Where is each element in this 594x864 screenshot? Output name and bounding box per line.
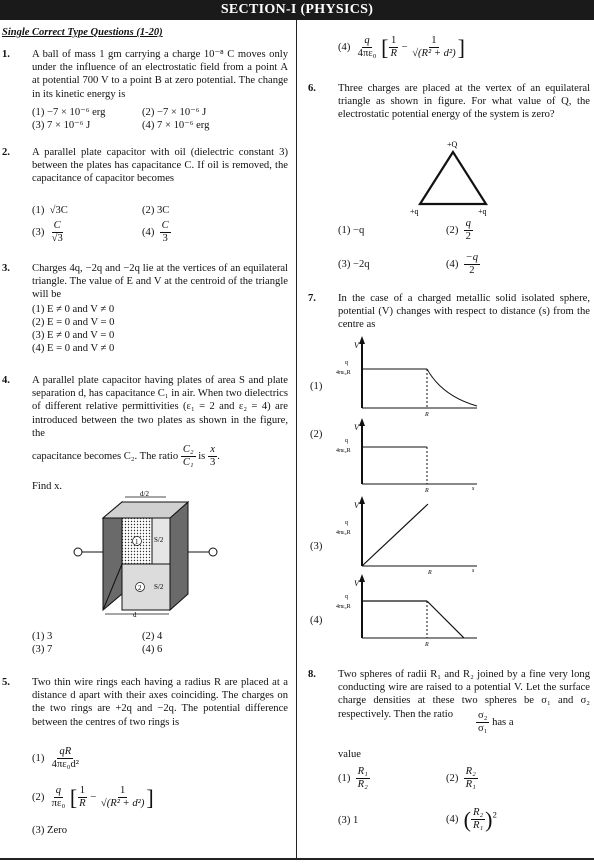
column-divider [296, 20, 297, 858]
value-word: value [338, 749, 361, 760]
option-1: (1) $\frac{\text{R₁}}{\text{R₂}}$ [338, 766, 368, 791]
question-text: A parallel plate capacitor having plates of area S and plate separation d, has capacitance C₁ in air. When two dielectrics of different relative permittivities (ε₁ = 2 and ε₂ = 4) are introduced between the two plates as shown in the figure, the [32, 375, 288, 439]
option-4: (4) $\frac{C}{3}$ [142, 220, 169, 245]
label-eps2: 2 [138, 584, 142, 592]
option-1: (1) −7 × 10⁻⁶ erg [32, 107, 106, 118]
section-subtitle: Single Correct Type Questions (1-20) [2, 27, 163, 38]
question-text: Two thin wire rings each having a radius R are placed at a distance d apart with their axes coinciding. The charges on the two rings are +2q and −2q. The potential difference between the centres of two rings is [32, 677, 288, 728]
option-2: (2) $\frac{q}{\text{πε₀}}$ [ $\frac{1}{R}$ − $\frac{1}{\text{√(R² + d²)}}$ ] [32, 785, 154, 810]
option-4: (4) $\frac{-q}{2}$ [446, 252, 479, 277]
option-3: (3) [310, 541, 323, 552]
question-number: 3. [2, 263, 10, 274]
option-1: (1) −q [338, 225, 365, 236]
svg-text:4πε₀R: 4πε₀R [336, 448, 351, 454]
ratio-line: capacitance becomes C₂. The ratio $\frac{\text{C₂}}{\text{C₁}}$ is $\frac{x}{3}$ . [32, 444, 220, 469]
option-4: (4) [310, 615, 323, 626]
option-3: (3) 7 [32, 644, 53, 655]
graph-option-3 [332, 496, 482, 576]
question-number: 1. [2, 49, 10, 60]
question-text: A ball of mass 1 gm carrying a charge 10⁻⁸ C moves only under the influence of an electrostatic field from a point A at potential 700 V to a point B at zero potential. The change in its kinetic energy is [32, 49, 288, 100]
bottom-rule [0, 858, 594, 860]
question-text: Charges 4q, −2q and −2q lie at the vertices of an equilateral triangle. The value of E and V at the centroid of the triangle will be [32, 263, 288, 301]
option-4: (4) E = 0 and V ≠ 0 [32, 343, 115, 354]
svg-text:R: R [425, 642, 429, 648]
question-number: 4. [2, 375, 10, 386]
option-4: (4) 7 × 10⁻⁶ erg [142, 120, 210, 131]
option-2: (2) E = 0 and V = 0 [32, 317, 115, 328]
option-2: (2) −7 × 10⁻⁶ J [142, 107, 207, 118]
svg-text:V: V [354, 501, 359, 510]
label-s-half-top: S/2 [154, 536, 164, 544]
svg-text:s: s [472, 568, 475, 574]
option-1: (1) √3C [32, 205, 68, 216]
svg-text:4πε₀R: 4πε₀R [336, 370, 351, 376]
option-3: (3) E ≠ 0 and V = 0 [32, 330, 115, 341]
question-number: 2. [2, 147, 10, 158]
label-left-charge: +q [410, 207, 419, 216]
question-text: A parallel plate capacitor with oil (dielectric constant 3) between the plates has capacitance C. If oil is removed, the capacitance of capacitor becomes [32, 147, 288, 185]
section-banner: SECTION-I (PHYSICS) [0, 0, 594, 20]
svg-text:V: V [354, 341, 359, 350]
option-4: (4) $\frac{q}{\text{4πε₀}}$ [ $\frac{1}{R}$ − $\frac{1}{\text{√(R² + d²)}}$ ] [338, 35, 465, 60]
label-right-charge: +q [478, 207, 487, 216]
svg-text:R: R [425, 488, 429, 494]
label-d-half: d/2 [140, 490, 149, 498]
svg-text:R: R [425, 412, 429, 418]
svg-text:q: q [345, 520, 348, 526]
option-1: (1) $\frac{qR}{\text{4πε₀d²}}$ [32, 746, 79, 771]
ratio-expression: $\frac{\text{σ₂}}{\text{σ₁}}$ has a [478, 710, 514, 735]
option-1: (1) E ≠ 0 and V ≠ 0 [32, 304, 115, 315]
label-s-half-bottom: S/2 [154, 583, 164, 591]
label-eps1: 1 [135, 538, 139, 546]
question-number: 8. [308, 669, 316, 680]
svg-text:R: R [428, 570, 432, 576]
find-x: Find x. [32, 481, 63, 492]
triangle-charges-figure [408, 138, 498, 218]
svg-text:V: V [354, 423, 359, 432]
label-top-charge: +Q [447, 140, 458, 149]
option-2: (2) $\frac{q}{2}$ [446, 218, 471, 243]
option-2: (2) 3C [142, 205, 170, 216]
option-2: (2) [310, 429, 323, 440]
svg-text:q: q [345, 360, 348, 366]
option-1: (1) [310, 381, 323, 392]
option-3: (3) $\frac{C}{√3}$ [32, 220, 63, 245]
svg-text:q: q [345, 594, 348, 600]
question-number: 7. [308, 293, 316, 304]
svg-text:s: s [472, 486, 475, 492]
dielectric-capacitor-figure [70, 490, 220, 618]
option-2: (2) 4 [142, 631, 163, 642]
label-d: d [133, 611, 137, 618]
option-2: (2) $\frac{\text{R₂}}{\text{R₁}}$ [446, 766, 476, 791]
option-3: (3) 7 × 10⁻⁶ J [32, 120, 91, 131]
option-1: (1) 3 [32, 631, 53, 642]
option-4: (4) ( $\frac{\text{R₂}}{\text{R₁}}$ )$^2$ [446, 807, 497, 832]
graph-option-2 [332, 418, 482, 494]
question-number: 6. [308, 83, 316, 94]
graph-option-1 [332, 336, 482, 418]
question-number: 5. [2, 677, 10, 688]
svg-text:4πε₀R: 4πε₀R [336, 530, 351, 536]
option-3: (3) 1 [338, 815, 359, 826]
question-text: In the case of a charged metallic solid isolated sphere, potential (V) changes with respect to distance (s) from the centre as [338, 293, 590, 331]
question-text: Two spheres of radii R₁ and R₂ joined by a fine very long conducting wire are raised to a potential V. Let the surface charge densities at these two spheres be σ₁ and σ₂ respectively. Then the ratio [338, 669, 590, 720]
svg-text:V: V [354, 579, 359, 588]
option-3: (3) Zero [32, 825, 67, 836]
option-3: (3) −2q [338, 259, 370, 270]
question-text: Three charges are placed at the vertex of an equilateral triangle as shown in figure. For what value of Q, the electrostatic potential energy of the system is zero? [338, 83, 590, 121]
svg-text:q: q [345, 438, 348, 444]
graph-option-4 [332, 574, 482, 654]
svg-text:4πε₀R: 4πε₀R [336, 604, 351, 610]
option-4: (4) 6 [142, 644, 163, 655]
